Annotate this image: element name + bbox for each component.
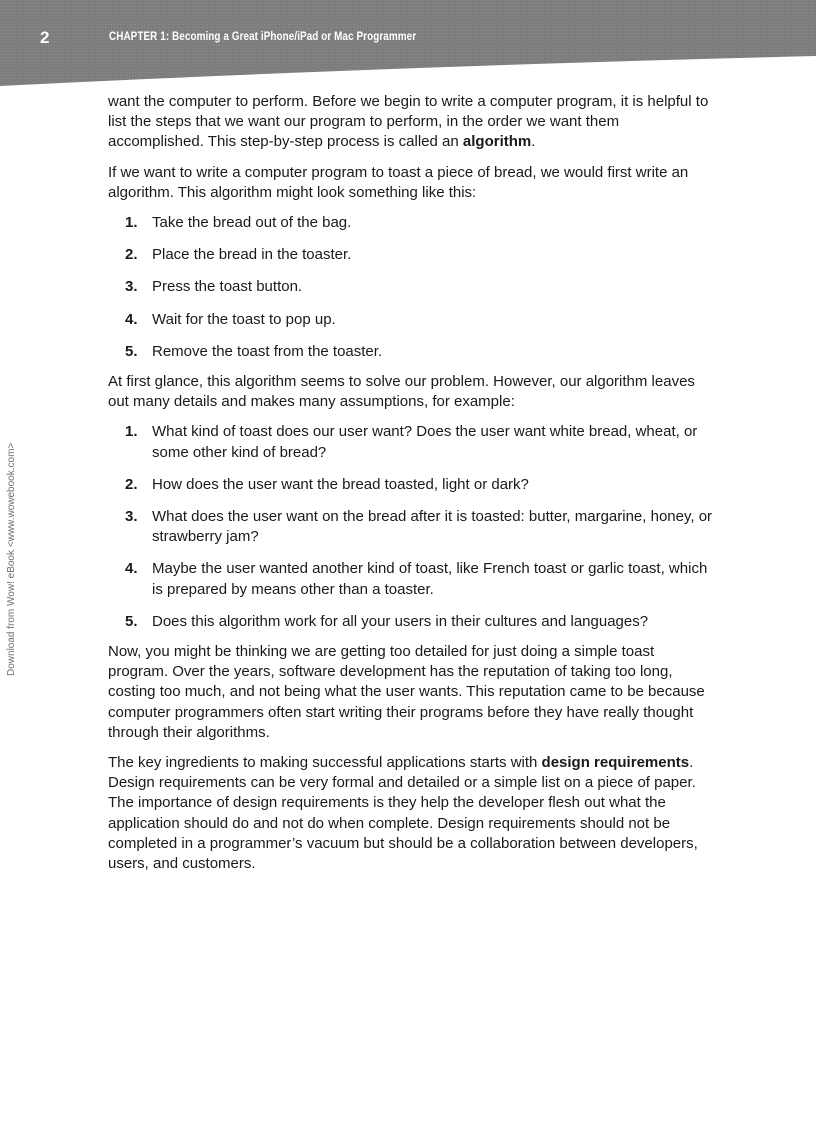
list-item: 3. Press the toast button. — [125, 278, 303, 296]
paragraph-4: Now, you might be thinking we are getting too detailed for just doing a simple toast program. Over the years, software development has the reputation of taking too long, costing too much, and not being what the user wants. This reputation came to be because computer programmers often start writing their programs before they have really thought through their algorithms. — [108, 643, 705, 741]
term-algorithm: algorithm — [462, 133, 532, 151]
paragraph-2: If we want to write a computer program to toast a piece of bread, we would first write an algorithm. This algorithm might look something like this: — [108, 163, 689, 201]
term-design-requirements: design requirements — [541, 754, 690, 772]
page-body — [108, 92, 714, 884]
algorithm-steps-list — [108, 213, 714, 362]
header-band-shape — [0, 0, 816, 92]
list-item: 1. Take the bread out of the bag. — [125, 214, 352, 232]
page-number: 2 — [40, 28, 50, 47]
list-item: 3. What does the user want on the bread after it is toasted: butter, margarine, honey, or strawberry jam? — [125, 508, 713, 546]
watermark-side-note: Download from Wow! eBook <www.wowebook.com> — [6, 442, 17, 676]
list-item: 4. Maybe the user wanted another kind of toast, like French toast or garlic toast, which is prepared by means other than a toaster. — [125, 560, 708, 598]
list-item: 4. Wait for the toast to pop up. — [125, 310, 336, 328]
assumptions-list — [108, 422, 714, 632]
paragraph-1: want the computer to perform. Before we begin to write a computer program, it is helpful to list the steps that we want our program to perform, in the order we want them accomplished. This step-by-step process is called an algorithm. — [108, 93, 709, 151]
list-item: 5. Remove the toast from the toaster. — [125, 342, 383, 360]
page-header — [0, 0, 816, 92]
chapter-title: CHAPTER 1: Becoming a Great iPhone/iPad or Mac Programmer — [109, 31, 417, 43]
list-item: 2. Place the bread in the toaster. — [125, 246, 352, 264]
paragraph-5: The key ingredients to making successful applications starts with design requirements. Design requirements can be very formal and detailed or a simple list on a piece of paper. The importance of design requirements is they help the developer flesh out what the application should do and not do when complete. Design requirements should not be completed in a programmer’s vacuum but should be a collaboration between developers, users, and customers. — [108, 754, 698, 873]
list-item: 2. How does the user want the bread toasted, light or dark? — [125, 475, 529, 493]
paragraph-3: At first glance, this algorithm seems to solve our problem. However, our algorithm leaves out many details and makes many assumptions, for example: — [108, 373, 695, 411]
list-item: 1. What kind of toast does our user want? Does the user want white bread, wheat, or some other kind of bread? — [125, 423, 698, 461]
list-item: 5. Does this algorithm work for all your users in their cultures and languages? — [125, 612, 649, 630]
